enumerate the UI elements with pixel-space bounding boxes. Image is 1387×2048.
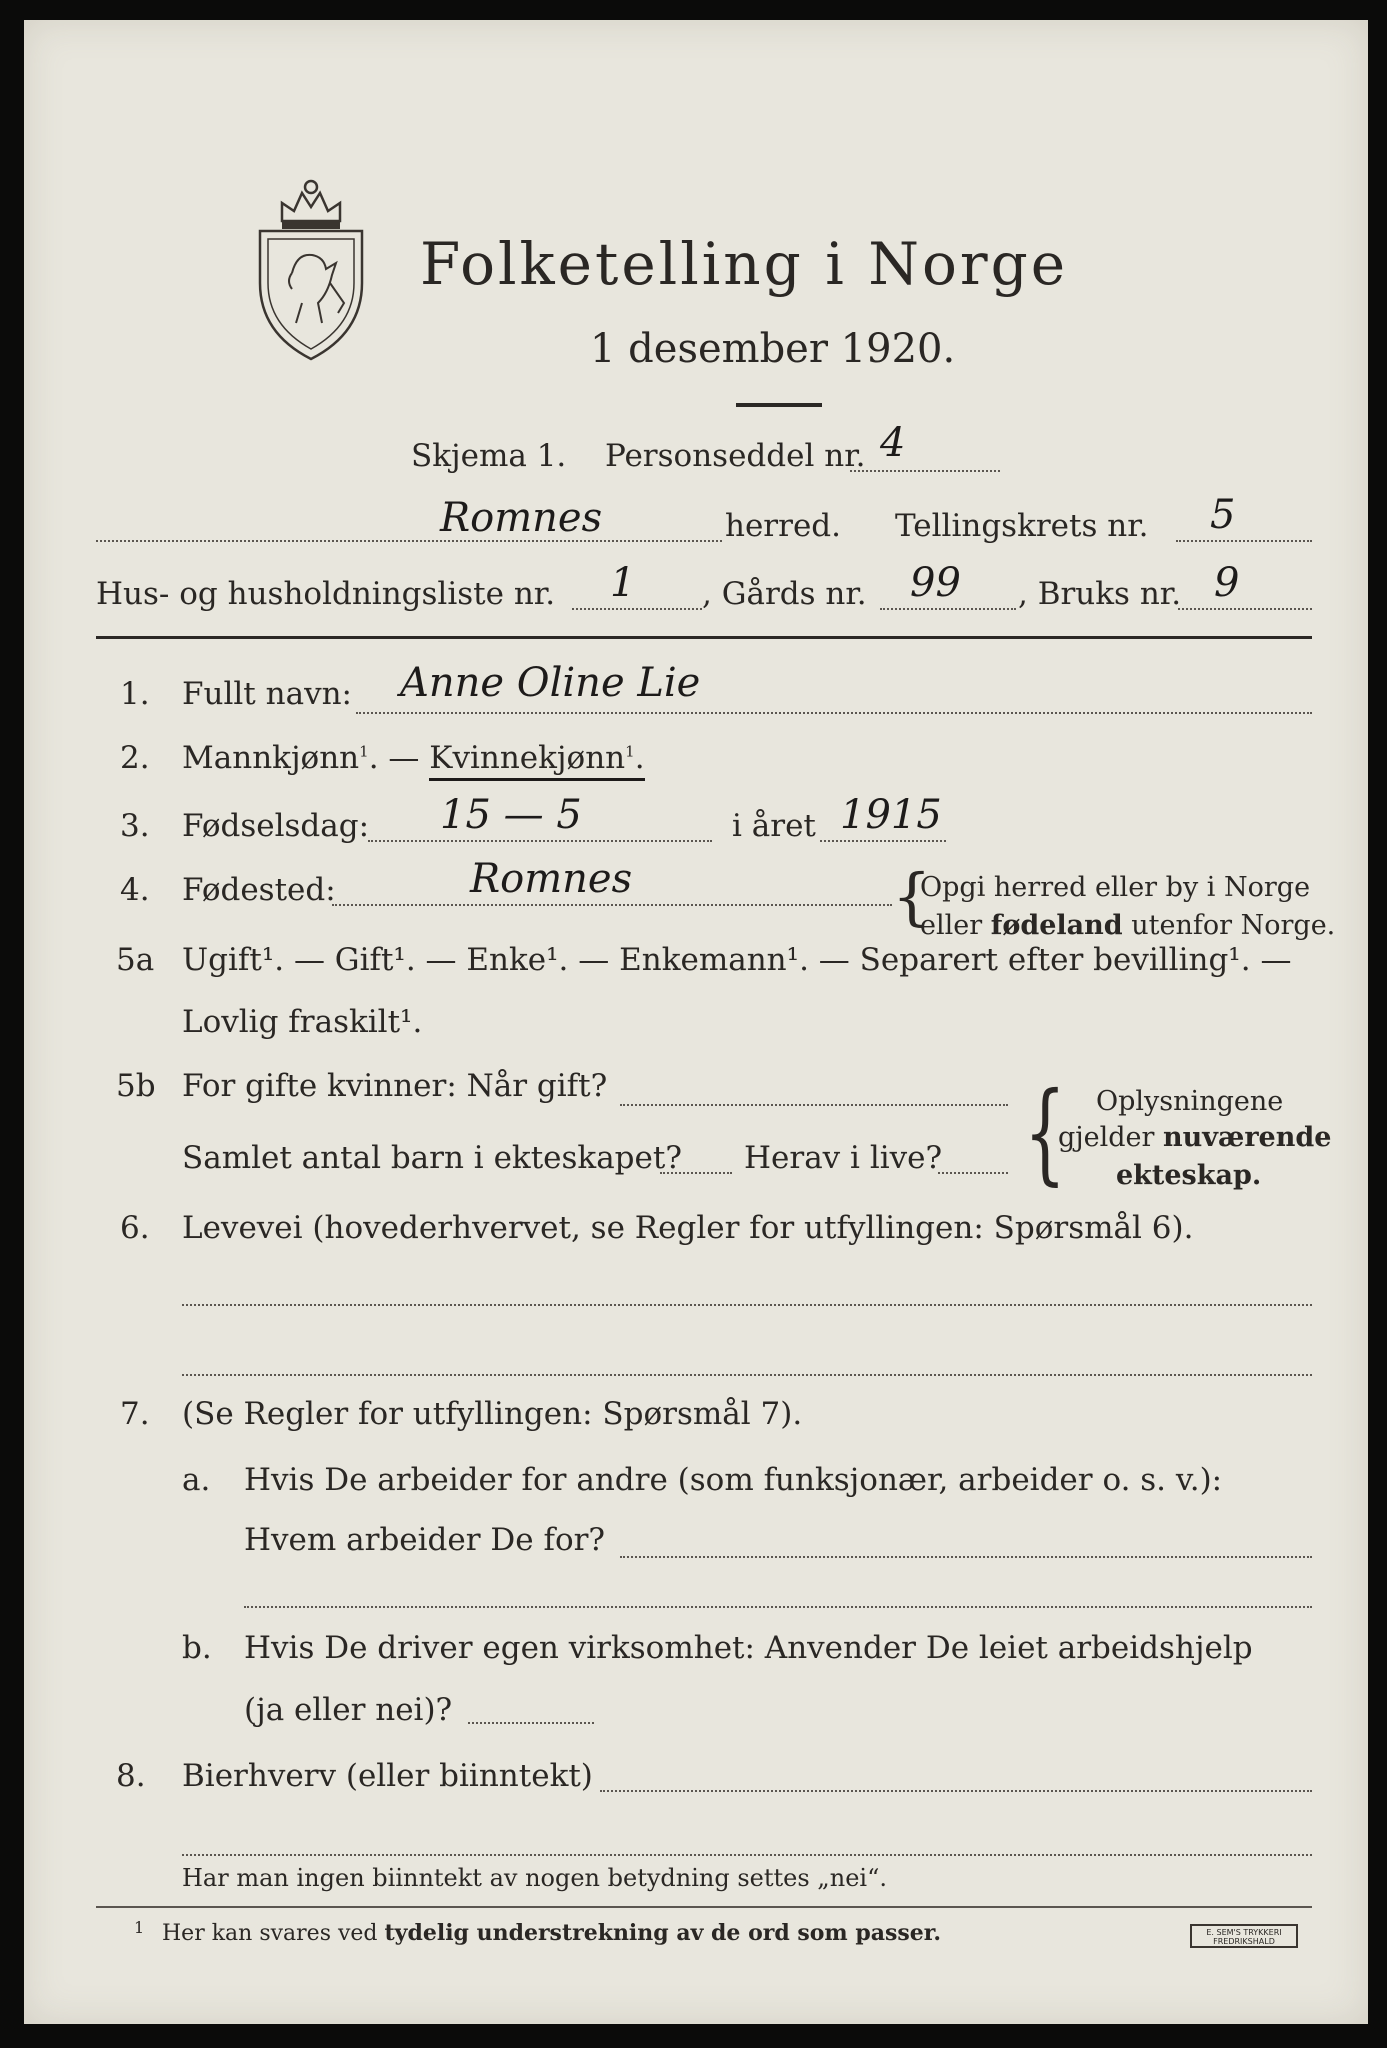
bruks-line [1178, 608, 1312, 610]
marriage-note-line1: Oplysningene [1096, 1086, 1284, 1117]
children-count-label: Samlet antal barn i ekteskapet? [182, 1140, 682, 1176]
tellingskrets-value: 5 [1210, 492, 1236, 538]
q5a-number: 5a [116, 942, 155, 978]
personseddel-value: 4 [880, 420, 906, 466]
female-option-underlined: Kvinnekjønn$^1$. [429, 740, 644, 781]
footnote-marker: 1 [625, 742, 635, 761]
children-alive-label: Herav i live? [744, 1140, 943, 1176]
birthplace-note-fodeland: fødeland [990, 910, 1123, 941]
birthday-line [368, 840, 712, 842]
q1-number: 1. [120, 676, 150, 712]
bruks-label: , Bruks nr. [1018, 576, 1182, 612]
employee-question: Hvis De arbeider for andre (som funksjonær, arbeider o. s. v.): [244, 1462, 1223, 1498]
birthplace-line [332, 904, 892, 906]
herred-label: herred. [725, 508, 841, 544]
personseddel-label: Personseddel nr. [605, 438, 866, 474]
gards-label: , Gårds nr. [702, 576, 867, 612]
occupation-line-2 [182, 1374, 1312, 1376]
printer-name: E. SEM'S TRYKKERI [1206, 1928, 1282, 1937]
tellingskrets-label: Tellingskrets nr. [895, 508, 1149, 544]
side-income-label: Bierhverv (eller biinntekt) [182, 1758, 593, 1794]
marriage-note-brace: { [1024, 1068, 1066, 1196]
q8-number: 8. [116, 1758, 146, 1794]
children-count-line [660, 1172, 732, 1174]
marriage-note-line2 [1058, 1122, 1331, 1153]
footnote-text-b: tydelig understrekning av de ord som passer. [384, 1920, 942, 1946]
tellingskrets-line [1176, 540, 1312, 542]
birthplace-note-utenfor: utenfor Norge. [1131, 910, 1336, 941]
header-divider [96, 636, 1312, 639]
marital-status-options: Ugift¹. — Gift¹. — Enke¹. — Enkemann¹. — Separert efter bevilling¹. — [182, 942, 1292, 978]
personseddel-line [850, 470, 1000, 472]
full-name-label: Fullt navn: [182, 676, 352, 712]
birth-year-label: i året [732, 808, 816, 844]
side-income-line-2 [182, 1854, 1312, 1856]
birthday-label: Fødselsdag: [182, 808, 370, 844]
printer-city: FREDRIKSHALD [1213, 1937, 1275, 1946]
footnote-number: 1 [134, 1918, 145, 1937]
herred-value: Romnes [440, 495, 603, 541]
marriage-note-current: nuværende [1163, 1122, 1332, 1153]
census-date: 1 desember 1920. [590, 326, 956, 372]
marriage-note-line3 [1116, 1160, 1261, 1191]
option-separator: . — [368, 740, 420, 776]
birthplace-label: Fødested: [182, 872, 336, 908]
marriage-note-gjelder: gjelder [1058, 1122, 1155, 1153]
marital-status-divorced: Lovlig fraskilt¹. [182, 1004, 423, 1040]
household-list-line [572, 608, 702, 610]
form-title: Folketelling i Norge [420, 230, 1069, 298]
employer-label: Hvem arbeider De for? [244, 1522, 606, 1558]
bruks-value: 9 [1214, 560, 1240, 606]
q3-number: 3. [120, 808, 150, 844]
married-when-label: For gifte kvinner: Når gift? [182, 1068, 608, 1104]
q6-number: 6. [120, 1210, 150, 1246]
female-option: Kvinnekjønn [429, 740, 626, 776]
employer-line-2 [244, 1606, 1312, 1608]
gards-line [880, 608, 1016, 610]
yes-no-line [468, 1722, 594, 1724]
male-option: Mannkjønn [182, 740, 360, 776]
birth-year-line [820, 840, 946, 842]
side-income-line-1 [600, 1790, 1312, 1792]
norwegian-coat-of-arms-icon [252, 163, 370, 363]
married-when-line [620, 1104, 1008, 1106]
birthplace-note-eller: eller [920, 910, 983, 941]
birthplace-note-line2 [920, 910, 1335, 941]
full-name-line [356, 712, 1312, 714]
sex-options [182, 740, 645, 776]
marriage-note-ekteskap: ekteskap. [1116, 1160, 1262, 1191]
employer-line-1 [620, 1556, 1312, 1558]
printer-stamp [1190, 1924, 1298, 1948]
footnote-text-a: Her kan svares ved [162, 1921, 378, 1946]
yes-no-label: (ja eller nei)? [244, 1692, 453, 1728]
q7-number: 7. [120, 1396, 150, 1432]
footnote-marker: 1 [359, 742, 369, 761]
herred-line [96, 540, 722, 542]
footnote-divider [96, 1906, 1312, 1908]
q7a-letter: a. [182, 1462, 211, 1498]
full-name-value: Anne Oline Lie [400, 660, 701, 706]
q7b-letter: b. [182, 1630, 212, 1666]
footnote-text [162, 1920, 941, 1946]
birthday-value: 15 — 5 [440, 792, 582, 838]
gards-value: 99 [910, 560, 961, 606]
household-list-label: Hus- og husholdningsliste nr. [96, 576, 556, 612]
household-list-value: 1 [610, 560, 636, 606]
occupation-label: Levevei (hovederhvervet, se Regler for utfyllingen: Spørsmål 6). [182, 1210, 1194, 1246]
q5b-number: 5b [116, 1068, 156, 1104]
employment-label: (Se Regler for utfyllingen: Spørsmål 7). [182, 1396, 803, 1432]
birthplace-note-line1: Opgi herred eller by i Norge [920, 872, 1311, 903]
q4-number: 4. [120, 872, 150, 908]
title-divider [736, 403, 822, 407]
side-income-note: Har man ingen biinntekt av nogen betydning settes „nei“. [182, 1864, 887, 1892]
q2-number: 2. [120, 740, 150, 776]
schema-label: Skjema 1. [411, 438, 567, 474]
self-employed-question: Hvis De driver egen virksomhet: Anvender De leiet arbeidshjelp [244, 1630, 1253, 1666]
birthplace-value: Romnes [470, 856, 633, 902]
children-alive-line [938, 1172, 1008, 1174]
birthplace-note-brace: { [892, 860, 932, 933]
birth-year-value: 1915 [840, 792, 942, 838]
occupation-line-1 [182, 1304, 1312, 1306]
